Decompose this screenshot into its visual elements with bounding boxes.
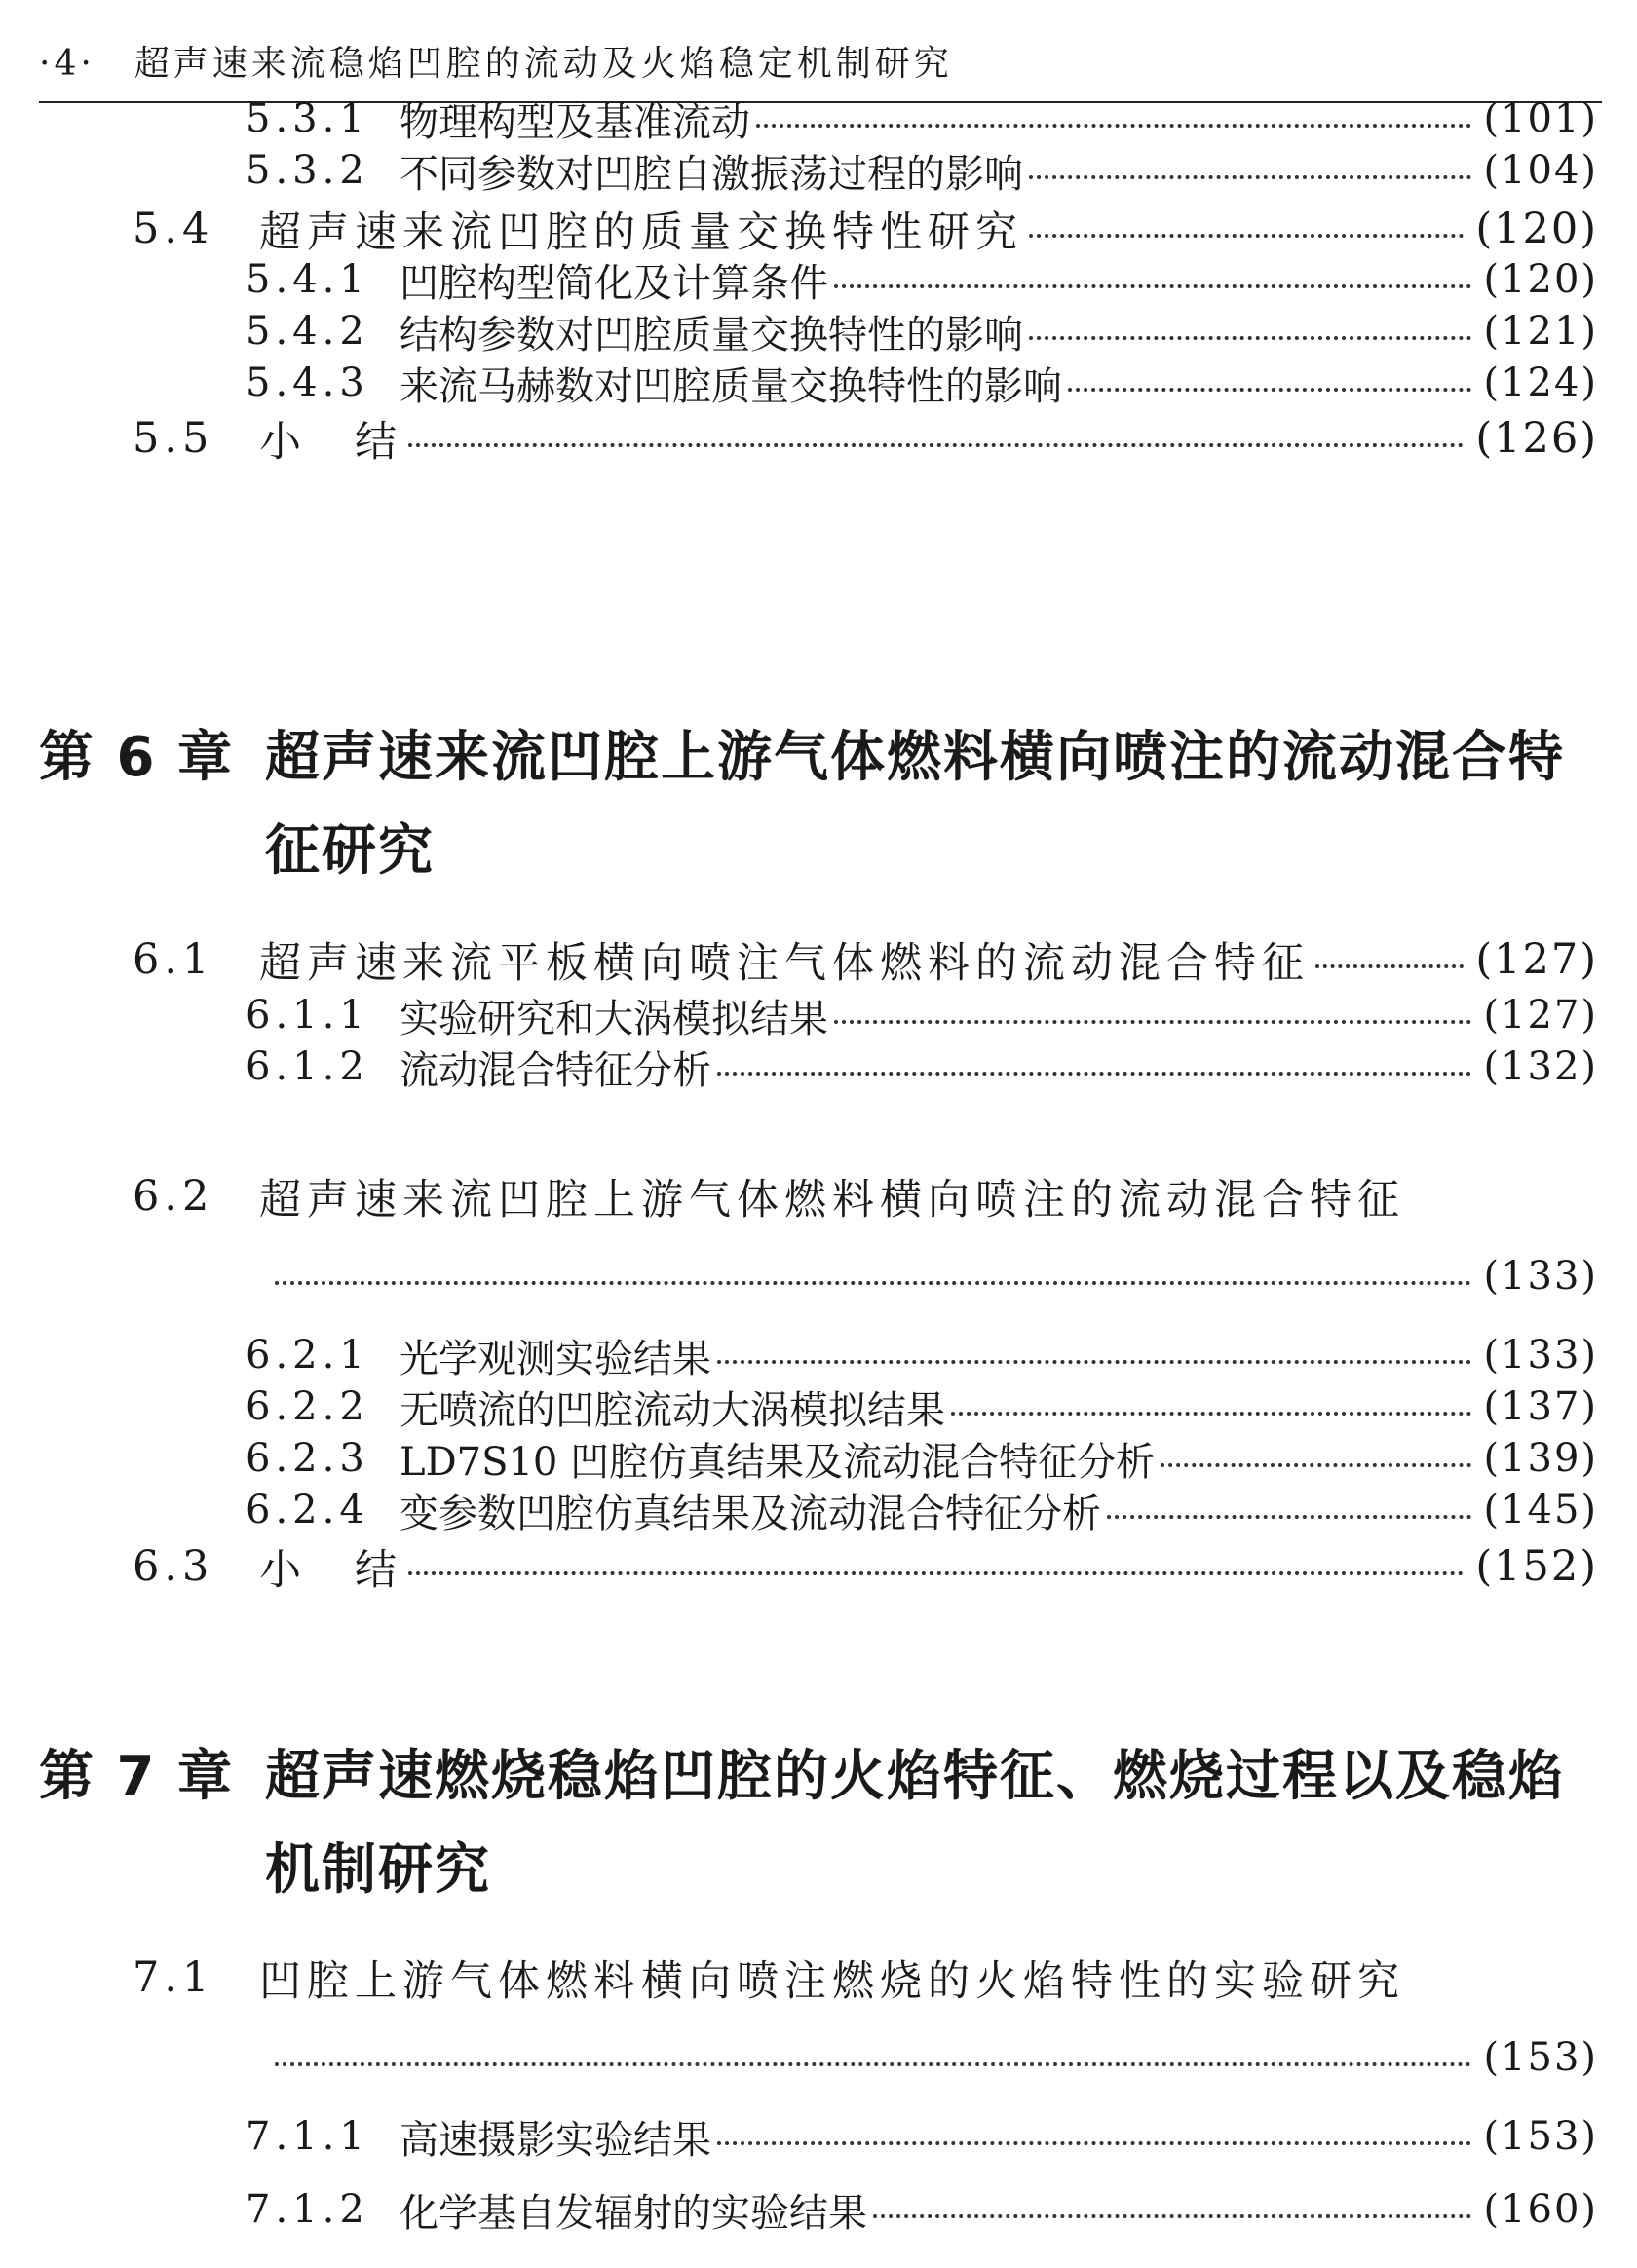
toc-entry-number: 6.1.2 — [246, 1044, 369, 1089]
toc-section-entry[interactable] — [133, 1167, 1598, 1226]
toc-entry-title: 来流马赫数对凹腔质量交换特性的影响 — [400, 363, 1062, 409]
toc-entry-page: (121) — [1483, 309, 1598, 354]
toc-entry-page: (152) — [1475, 1542, 1598, 1591]
toc-entry-page: (127) — [1475, 935, 1598, 984]
toc-entry-number: 6.2.1 — [246, 1333, 369, 1378]
leader-dots — [275, 1281, 1471, 1285]
toc-entry-page: (132) — [1483, 1044, 1598, 1089]
toc-entry[interactable] — [246, 1326, 1598, 1384]
toc-entry-page: (126) — [1475, 414, 1598, 463]
toc-entry[interactable] — [246, 354, 1598, 412]
toc-entry-page: (137) — [1483, 1384, 1598, 1429]
leader-dots — [1029, 175, 1471, 179]
leader-dots — [1161, 1463, 1471, 1467]
toc-section-entry[interactable] — [133, 409, 1598, 468]
page-number: ·4· — [39, 44, 95, 84]
toc-entry-title: 超声速来流凹腔上游气体燃料横向喷注的流动混合特征 — [259, 1175, 1405, 1225]
toc-entry-page: (120) — [1475, 205, 1598, 253]
toc-section-entry[interactable] — [133, 930, 1598, 989]
toc-entry-title: 实验研究和大涡模拟结果 — [400, 996, 828, 1041]
toc-entry-number: 6.2 — [133, 1172, 214, 1221]
toc-entry-title: 小 结 — [259, 417, 402, 467]
toc-entry-title: 流动混合特征分析 — [400, 1047, 711, 1093]
toc-entry-title: 光学观测实验结果 — [400, 1336, 711, 1381]
chapter-heading[interactable] — [39, 711, 1598, 896]
toc-entry-title: 小 结 — [259, 1545, 402, 1595]
toc-entry-page: (101) — [1483, 96, 1598, 141]
toc-entry-page: (104) — [1483, 148, 1598, 193]
leader-dots — [834, 284, 1471, 288]
running-header — [39, 37, 1598, 92]
toc-entry-title: 超声速来流凹腔的质量交换特性研究 — [259, 208, 1023, 257]
toc-entry[interactable] — [246, 90, 1598, 148]
toc-entry-number: 6.2.2 — [246, 1384, 369, 1429]
leader-dots — [873, 2214, 1471, 2218]
toc-entry[interactable] — [246, 1378, 1598, 1436]
toc-entry-title: 化学基自发辐射的实验结果 — [400, 2190, 867, 2236]
toc-entry-page: (133) — [1483, 1254, 1598, 1299]
leader-dots — [1029, 234, 1464, 238]
toc-entry-title: 凹腔构型简化及计算条件 — [400, 260, 828, 306]
toc-continuation[interactable] — [269, 1247, 1598, 1305]
toc-entry[interactable] — [246, 141, 1598, 200]
toc-entry-page: (133) — [1483, 1333, 1598, 1378]
running-title: 超声速来流稳焰凹腔的流动及火焰稳定机制研究 — [133, 44, 953, 84]
toc-entry-title: 超声速来流平板横向喷注气体燃料的流动混合特征 — [259, 938, 1310, 988]
toc-entry[interactable] — [246, 250, 1598, 309]
chapter-title: 超声速燃烧稳焰凹腔的火焰特征、燃烧过程以及稳焰机制研究 — [265, 1745, 1565, 1902]
toc-entry-number: 6.2.3 — [246, 1436, 369, 1481]
leader-dots — [275, 2062, 1471, 2066]
leader-dots — [717, 2141, 1471, 2145]
toc-section-entry[interactable] — [133, 1537, 1598, 1596]
toc-section-entry[interactable] — [133, 1948, 1598, 2007]
toc-entry-page: (160) — [1483, 2187, 1598, 2232]
toc-entry-number: 5.4.1 — [246, 257, 369, 302]
toc-entry-page: (120) — [1483, 257, 1598, 302]
chapter-number: 第 6 章 — [39, 726, 234, 789]
toc-entry-number: 5.5 — [133, 414, 214, 463]
toc-entry-page: (124) — [1483, 360, 1598, 405]
toc-entry-title: 高速摄影实验结果 — [400, 2117, 711, 2163]
toc-entry-page: (153) — [1483, 2035, 1598, 2080]
toc-entry-page: (145) — [1483, 1488, 1598, 1532]
toc-entry[interactable] — [246, 2180, 1598, 2239]
toc-entry-page: (139) — [1483, 1436, 1598, 1481]
toc-entry-number: 5.4.3 — [246, 360, 369, 405]
toc-entry-title: 物理构型及基准流动 — [400, 99, 750, 145]
toc-entry[interactable] — [246, 1481, 1598, 1539]
leader-dots — [1315, 964, 1464, 968]
toc-entry[interactable] — [246, 986, 1598, 1044]
toc-entry-number: 7.1 — [133, 1953, 214, 2002]
toc-entry-page: (153) — [1483, 2114, 1598, 2159]
toc-entry-title: 不同参数对凹腔自激振荡过程的影响 — [400, 151, 1023, 197]
toc-entry[interactable] — [246, 1429, 1598, 1488]
leader-dots — [756, 124, 1471, 128]
toc-entry-page: (127) — [1483, 993, 1598, 1038]
toc-entry-number: 6.1 — [133, 935, 214, 984]
leader-dots — [408, 1571, 1464, 1575]
toc-section-entry[interactable] — [133, 200, 1598, 258]
leader-dots — [1029, 336, 1471, 340]
chapter-number: 第 7 章 — [39, 1745, 234, 1808]
toc-entry-number: 5.4 — [133, 205, 214, 253]
toc-entry-number: 6.1.1 — [246, 993, 369, 1038]
leader-dots — [717, 1360, 1471, 1364]
toc-entry-title: 凹腔上游气体燃料横向喷注燃烧的火焰特性的实验研究 — [259, 1956, 1405, 2006]
chapter-title: 超声速来流凹腔上游气体燃料横向喷注的流动混合特征研究 — [265, 726, 1565, 883]
toc-entry-number: 6.3 — [133, 1542, 214, 1591]
toc-entry-title: LD7S10 凹腔仿真结果及流动混合特征分析 — [400, 1439, 1156, 1485]
toc-entry-number: 5.3.2 — [246, 148, 369, 193]
leader-dots — [834, 1020, 1471, 1024]
chapter-heading[interactable] — [39, 1730, 1598, 1915]
toc-entry-number: 7.1.2 — [246, 2187, 369, 2232]
toc-entry[interactable] — [246, 2107, 1598, 2166]
toc-entry-number: 7.1.1 — [246, 2114, 369, 2159]
toc-entry-title: 结构参数对凹腔质量交换特性的影响 — [400, 312, 1023, 358]
toc-entry-title: 无喷流的凹腔流动大涡模拟结果 — [400, 1387, 945, 1433]
toc-entry-title: 变参数凹腔仿真结果及流动混合特征分析 — [400, 1491, 1101, 1536]
leader-dots — [408, 443, 1464, 447]
toc-entry-number: 5.4.2 — [246, 309, 369, 354]
toc-entry-number: 6.2.4 — [246, 1488, 369, 1532]
toc-entry[interactable] — [246, 1038, 1598, 1096]
leader-dots — [1068, 388, 1471, 392]
leader-dots — [951, 1412, 1471, 1416]
toc-entry[interactable] — [246, 302, 1598, 360]
leader-dots — [717, 1072, 1471, 1076]
toc-continuation[interactable] — [269, 2028, 1598, 2087]
leader-dots — [1107, 1515, 1471, 1519]
toc-entry-number: 5.3.1 — [246, 96, 369, 141]
